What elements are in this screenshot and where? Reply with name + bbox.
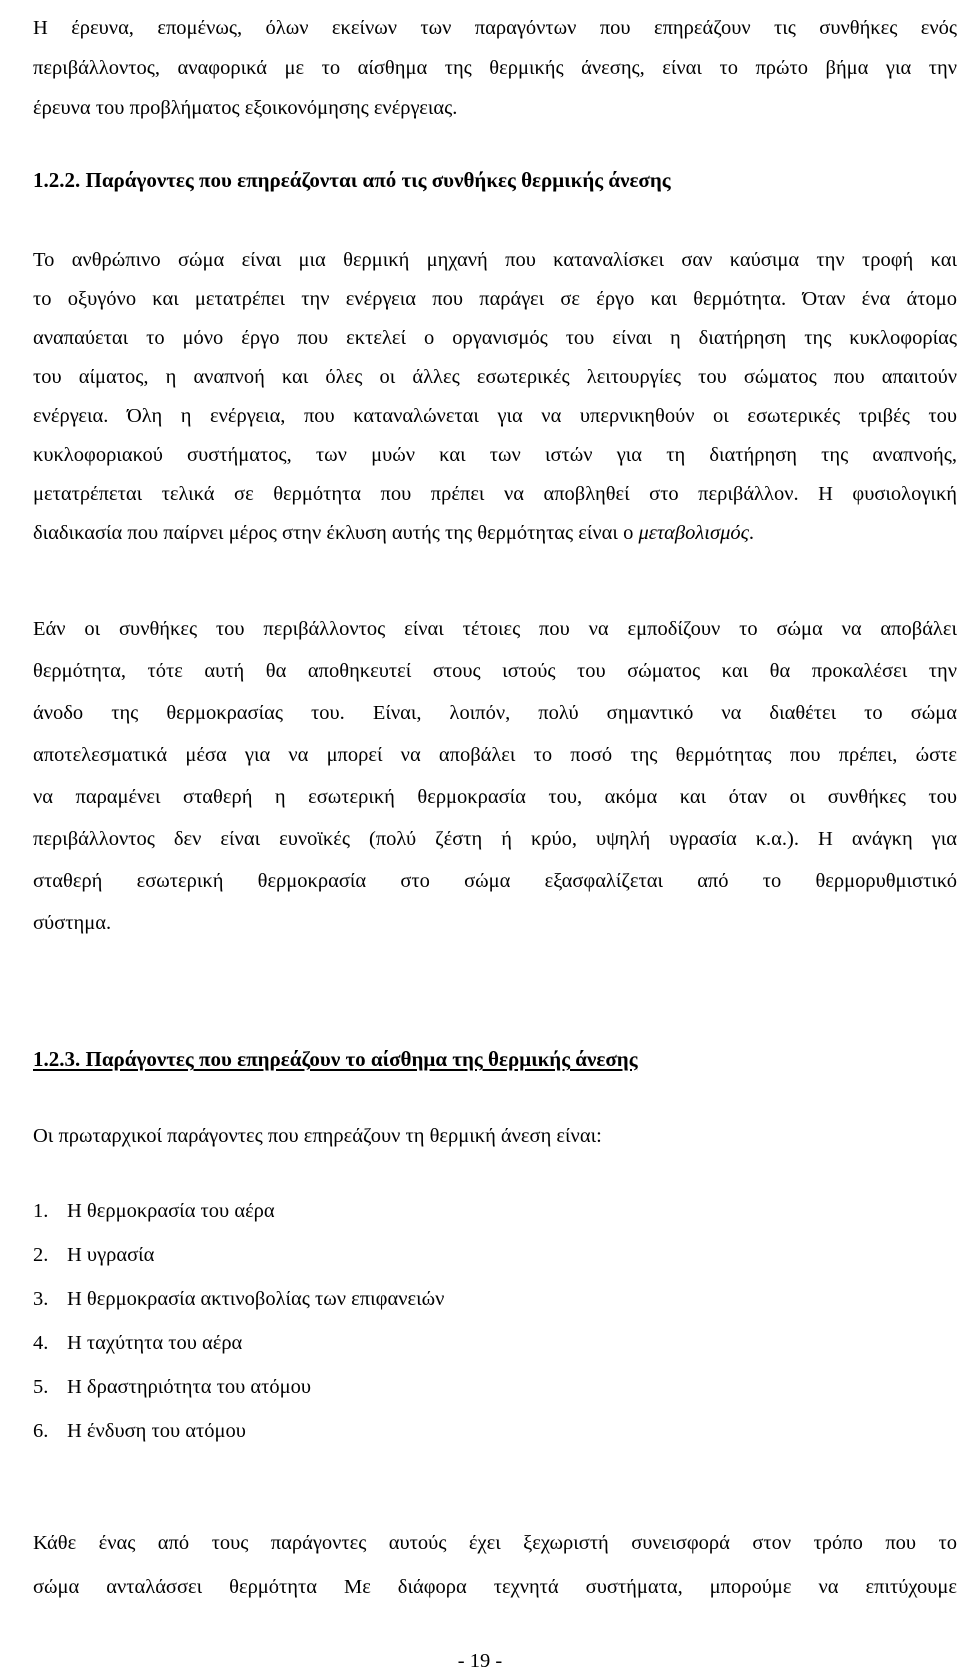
list-item — [33, 1365, 733, 1409]
list-item — [33, 1189, 733, 1233]
text-line: Κάθε ένας από τους παράγοντες αυτούς έχει ξεχωριστή συνεισφορά στον τρόπο που το — [33, 1532, 957, 1554]
text-line: περιβάλλοντος, αναφορικά με το αίσθημα της θερμικής άνεσης, είναι το πρώτο βήμα για την — [33, 57, 957, 79]
text-line: αποτελεσματικά μέσα για να μπορεί να αποβάλει το ποσό της θερμότητας που πρέπει, ώστε — [33, 744, 957, 766]
closing-paragraph — [33, 1521, 957, 1609]
list-item — [33, 1321, 733, 1365]
list-text: Η θερμοκρασία ακτινοβολίας των επιφανειών — [67, 1288, 445, 1310]
text-line-last — [33, 514, 957, 553]
section-heading-1-2-2: 1.2.2. Παράγοντες που επηρεάζονται από τις συνθήκες θερμικής άνεσης — [33, 168, 671, 192]
list-number: 6. — [33, 1420, 49, 1442]
list-text: Η θερμοκρασία του αέρα — [67, 1200, 275, 1222]
list-number: 1. — [33, 1200, 49, 1222]
list-text: Η υγρασία — [67, 1244, 155, 1266]
text-segment: διαδικασία που παίρνει μέρος στην έκλυση αυτής της θερμότητας είναι ο — [33, 522, 639, 544]
text-line: του αίματος, η αναπνοή και όλες οι άλλες εσωτερικές λειτουργίες του σώματος που απαιτούν — [33, 366, 957, 388]
text-line: αναπαύεται το μόνο έργο που εκτελεί ο οργανισμός του είναι η διατήρηση της κυκλοφορίας — [33, 327, 957, 349]
text-segment: . — [748, 522, 755, 544]
text-line: Εάν οι συνθήκες του περιβάλλοντος είναι τέτοιες που να εμποδίζουν το σώμα να αποβάλει — [33, 618, 957, 640]
text-line: άνοδο της θερμοκρασίας του. Είναι, λοιπόν, πολύ σημαντικό να διαθέτει το σώμα — [33, 702, 957, 724]
section-heading-1-2-3 — [33, 1044, 957, 1074]
text-line: Το ανθρώπινο σώμα είναι μια θερμική μηχανή που καταναλίσκει σαν καύσιμα την τροφή και — [33, 249, 957, 271]
text-line: σώμα ανταλάσσει θερμότητα Με διάφορα τεχνητά συστήματα, μπορούμε να επιτύχουμε — [33, 1576, 957, 1598]
list-text: Η δραστηριότητα του ατόμου — [67, 1376, 312, 1398]
text-line: σύστημα. — [33, 912, 112, 934]
factors-list — [33, 1189, 733, 1453]
list-number: 4. — [33, 1332, 49, 1354]
list-item — [33, 1409, 733, 1453]
list-item — [33, 1277, 733, 1321]
intro-paragraph — [33, 8, 957, 128]
section-1-2-2-paragraph — [33, 241, 957, 553]
text-line: το οξυγόνο και μετατρέπει την ενέργεια που παράγει σε έργο και θερμότητα. Όταν ένα άτομο — [33, 288, 957, 310]
text-line: κυκλοφοριακού συστήματος, των μυών και των ιστών για τη διατήρηση της αναπνοής, — [33, 444, 957, 466]
list-text: Η ταχύτητα του αέρα — [67, 1332, 243, 1354]
factors-intro: Οι πρωταρχικοί παράγοντες που επηρεάζουν τη θερμική άνεση είναι: — [33, 1125, 602, 1147]
italic-term: μεταβολισμός — [638, 522, 749, 544]
section-heading-text: 1.2.3. Παράγοντες που επηρεάζουν το αίσθημα της θερμικής άνεσης — [33, 1047, 638, 1071]
section-1-2-2-paragraph-2 — [33, 608, 957, 944]
list-item — [33, 1233, 733, 1277]
page-number: - 19 - — [457, 1650, 503, 1672]
list-number: 3. — [33, 1288, 49, 1310]
text-line: ενέργεια. Όλη η ενέργεια, που καταναλώνεται για να υπερνικηθούν οι εσωτερικές τριβές του — [33, 405, 957, 427]
list-text: Η ένδυση του ατόμου — [67, 1420, 246, 1442]
text-line: περιβάλλοντος δεν είναι ευνοϊκές (πολύ ζέστη ή κρύο, υψηλή υγρασία κ.α.). Η ανάγκη για — [33, 828, 957, 850]
text-line: θερμότητα, τότε αυτή θα αποθηκευτεί στους ιστούς του σώματος και θα προκαλέσει την — [33, 660, 957, 682]
list-number: 2. — [33, 1244, 49, 1266]
text-line: σταθερή εσωτερική θερμοκρασία στο σώμα εξασφαλίζεται από το θερμορυθμιστικό — [33, 870, 957, 892]
text-line: να παραμένει σταθερή η εσωτερική θερμοκρασία του, ακόμα και όταν οι συνθήκες του — [33, 786, 957, 808]
text-line: Η έρευνα, επομένως, όλων εκείνων των παραγόντων που επηρεάζουν τις συνθήκες ενός — [33, 17, 957, 39]
list-number: 5. — [33, 1376, 49, 1398]
text-line: έρευνα του προβλήματος εξοικονόμησης ενέργειας. — [33, 97, 458, 119]
text-line: μετατρέπεται τελικά σε θερμότητα που πρέπει να αποβληθεί στο περιβάλλον. Η φυσιολογική — [33, 483, 957, 505]
